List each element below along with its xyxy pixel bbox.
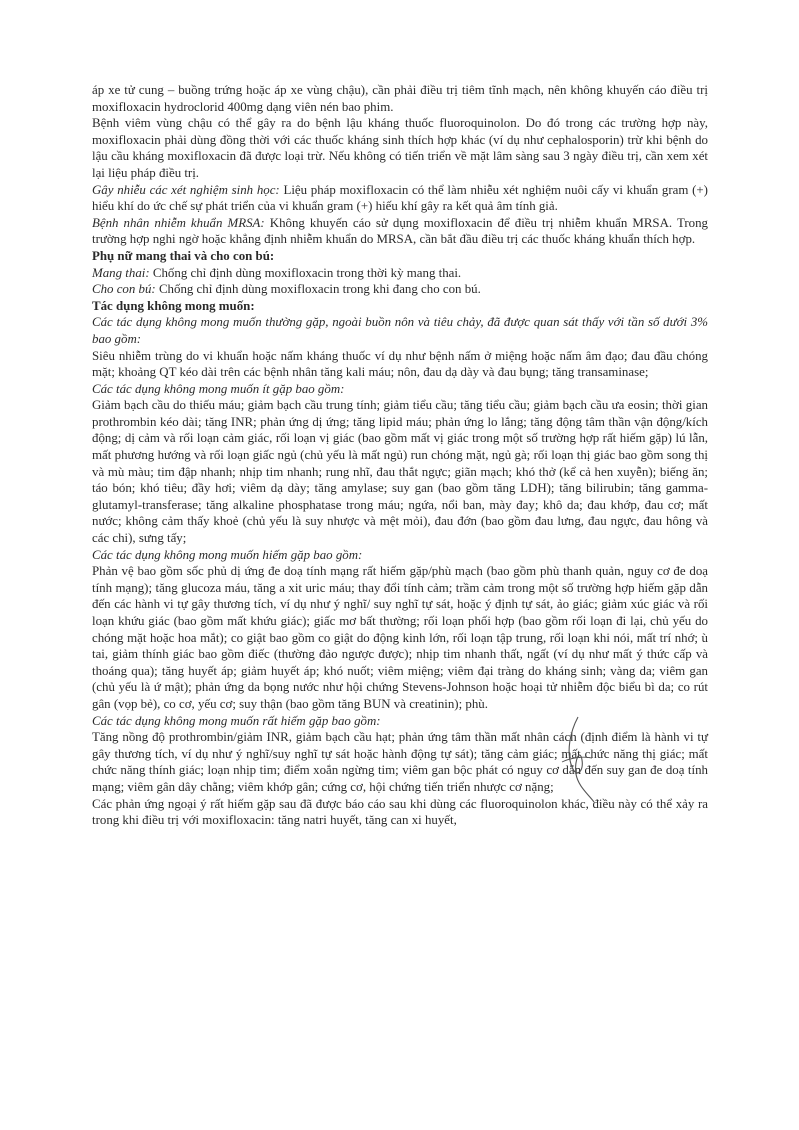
paragraph-very-rare-effects: Tăng nồng độ prothrombin/giảm INR, giảm bạch cầu hạt; phản ứng tâm thần mất nhân cách (định điểm là hành vi tự gây thương tích, ví dụ như ý nghĩ/suy nghĩ tự sát hoặc hành động tự sát); tăng cảm giác; mất chức năng thị giác; mất chức năng thính giác; loạn nhịp tim; điểm xoắn ngừng tim; viêm gan bộc phát có nguy cơ dẫn đến suy gan đe doạ tính mạng; viêm gân dây chằng; viêm khớp gân; cứng cơ, hội chứng tiến triển nhược cơ nặng; — [92, 730, 708, 794]
paragraph-breastfeeding — [92, 281, 708, 298]
subheading-very-rare-effects: Các tác dụng không mong muốn rất hiếm gặp bao gồm: — [92, 713, 381, 728]
paragraph-abscess-note: áp xe tử cung – buồng trứng hoặc áp xe vùng chậu), cần phải điều trị tiêm tĩnh mạch, nên không khuyến cáo điều trị moxifloxacin hydroclorid 400mg dạng viên nén bao phim. — [92, 83, 708, 114]
subheading-rare-effects: Các tác dụng không mong muốn hiếm gặp bao gồm: — [92, 547, 363, 562]
heading-pregnancy: Phụ nữ mang thai và cho con bú: — [92, 248, 275, 263]
paragraph-pregnancy — [92, 265, 708, 282]
heading-adverse-effects: Tác dụng không mong muốn: — [92, 298, 255, 313]
mrsa-lead: Bệnh nhân nhiễm khuẩn MRSA: — [92, 215, 265, 230]
pregnancy-lead: Mang thai: — [92, 265, 150, 280]
paragraph-common-effects: Siêu nhiễm trùng do vi khuẩn hoặc nấm kháng thuốc ví dụ như bệnh nấm ở miệng hoặc nấm âm đạo; đau đầu chóng mặt; khoảng QT kéo dài trên các bệnh nhân tăng kali máu; nôn, đau dạ dày và đau bụng; tăng transaminase; — [92, 348, 708, 380]
breastfeeding-lead: Cho con bú: — [92, 282, 156, 297]
paragraph-mrsa — [92, 215, 708, 248]
paragraph-lab-interference — [92, 182, 708, 215]
paragraph-uncommon-effects: Giảm bạch cầu do thiếu máu; giảm bạch cầu trung tính; giảm tiểu cầu; tăng tiểu cầu; giảm bạch cầu ưa eosin; thời gian prothrombin kéo dài; tăng INR; phản ứng dị ứng; tăng lipid máu; phản ứng lo lắng; tăng động tâm thần vận động/kích động; dị cảm và rối loạn cảm giác, rối loạn vị giác (bao gồm mất vị giác trong một số trường hợp rất hiếm gặp) lú lẫn, mất phương hướng và rối loạn giấc ngủ (chủ yếu là mất ngủ) run chóng mặt, ngủ gà; rối loạn thị giác bao gồm song thị và mù màu; tim đập nhanh; nhịp tim nhanh; rung nhĩ, đau thắt ngực; giãn mạch; khó thở (kể cả hen xuyễn); biếng ăn; táo bón; khó tiêu; đầy hơi; viêm dạ dày; tăng amylase; suy gan (bao gồm tăng LDH); tăng bilirubin; tăng gamma-glutamyl-transferase; tăng alkaline phosphatase trong máu; ngứa, nổi ban, mày đay; khô da; đau khớp, đau cơ; mất nước; không cảm thấy khoẻ (chủ yếu là suy nhược và mệt mỏi), đau đớn (bao gồm đau lưng, đau ngực, đau hông và các chi), sưng tấy; — [92, 398, 708, 546]
handwritten-signature — [548, 712, 608, 812]
lab-interference-text: Liệu pháp moxifloxacin có thể làm nhiễu xét nghiệm nuôi cấy vi khuẩn gram (+) hiểu khí do ức chế sự phát triển của vi khuẩn gram (+) hiếu khí gây ra kết quả âm tính giả. — [92, 182, 708, 214]
paragraph-other-fluoroquinolones: Các phản ứng ngoại ý rất hiếm gặp sau đã được báo cáo sau khi dùng các fluoroquinolon khác, điều này có thể xảy ra trong khi điều trị với moxifloxacin: tăng natri huyết, tăng can xi huyết, — [92, 796, 708, 828]
subheading-uncommon-effects: Các tác dụng không mong muốn ít gặp bao gồm: — [92, 381, 345, 396]
document-page — [92, 82, 708, 829]
lab-interference-lead: Gây nhiễu các xét nghiệm sinh học: — [92, 182, 280, 197]
breastfeeding-text: Chống chỉ định dùng moxifloxacin trong khi đang cho con bú. — [155, 282, 481, 297]
mrsa-text: Không khuyến cáo sử dụng moxifloxacin để điều trị nhiễm khuẩn MRSA. Trong trường hợp nghi ngờ hoặc khẳng định nhiễm khuẩn do MRSA, cần bắt đầu điều trị các thuốc kháng khuẩn thích hợp. — [92, 215, 708, 247]
pregnancy-text: Chống chỉ định dùng moxifloxacin trong thời kỳ mang thai. — [149, 265, 462, 280]
subheading-common-effects: Các tác dụng không mong muốn thường gặp, ngoài buồn nôn và tiêu chảy, đã được quan sát thấy với tần số dưới 3% bao gồm: — [92, 315, 708, 346]
paragraph-rare-effects: Phản vệ bao gồm sốc phủ dị ứng đe doạ tính mạng rất hiếm gặp/phù mạch (bao gồm phù thanh quản, nguy cơ đe doạ tính mạng); tăng glucoza máu, tăng a xit uric máu; thay đổi tính cảm; trầm cảm trong một số trường hợp hiếm gặp dẫn đến các hành vi tự gây thương tích, ví dụ như ý nghĩ/ suy nghĩ tự sát, hoặc ý định tự sát, ảo giác; giảm xúc giác và rối loạn khứu giác (bao gồm mất khứu giác); giấc mơ bất thường; rối loạn phối hợp (bao gồm rối loạn đi lại, chủ yếu do chóng mặt hoặc hoa mắt); co giật bao gồm co giật do động kinh lớn, rối loạn tập trung, rối loạn khi nói, mất trí nhớ; ù tai, giảm thính giác bao gồm điếc (thường đảo ngược được); nhịp tim nhanh thất, ngất (ví dụ như mất ý thức cấp và thoáng qua); tăng huyết áp; giảm huyết áp; khó nuốt; viêm miệng; viêm đại tràng do kháng sinh; vàng da; viêm gan (chủ yếu là ứ mật); phản ứng da bọng nước như hội chứng Stevens-Johnson hoặc hoại tử nhiễm độc biểu bì da; co rút gân (vọp bẻ), co cơ, yếu cơ; suy thận (bao gồm tăng BUN và creatinin); phù. — [92, 564, 708, 711]
paragraph-pelvic-inflammatory: Bệnh viêm vùng chậu có thể gây ra do bệnh lậu kháng thuốc fluoroquinolon. Do đó trong các trường hợp này, moxifloxacin phải dùng đồng thời với các thuốc kháng sinh thích hợp khác (ví dụ như cephalosporin) trừ khi bệnh do lậu cầu kháng moxifloxacin đã được loại trừ. Nếu không có tiến triển về mặt lâm sàng sau 3 ngày điều trị, cần xem xét lại liệu pháp điều trị. — [92, 116, 708, 180]
